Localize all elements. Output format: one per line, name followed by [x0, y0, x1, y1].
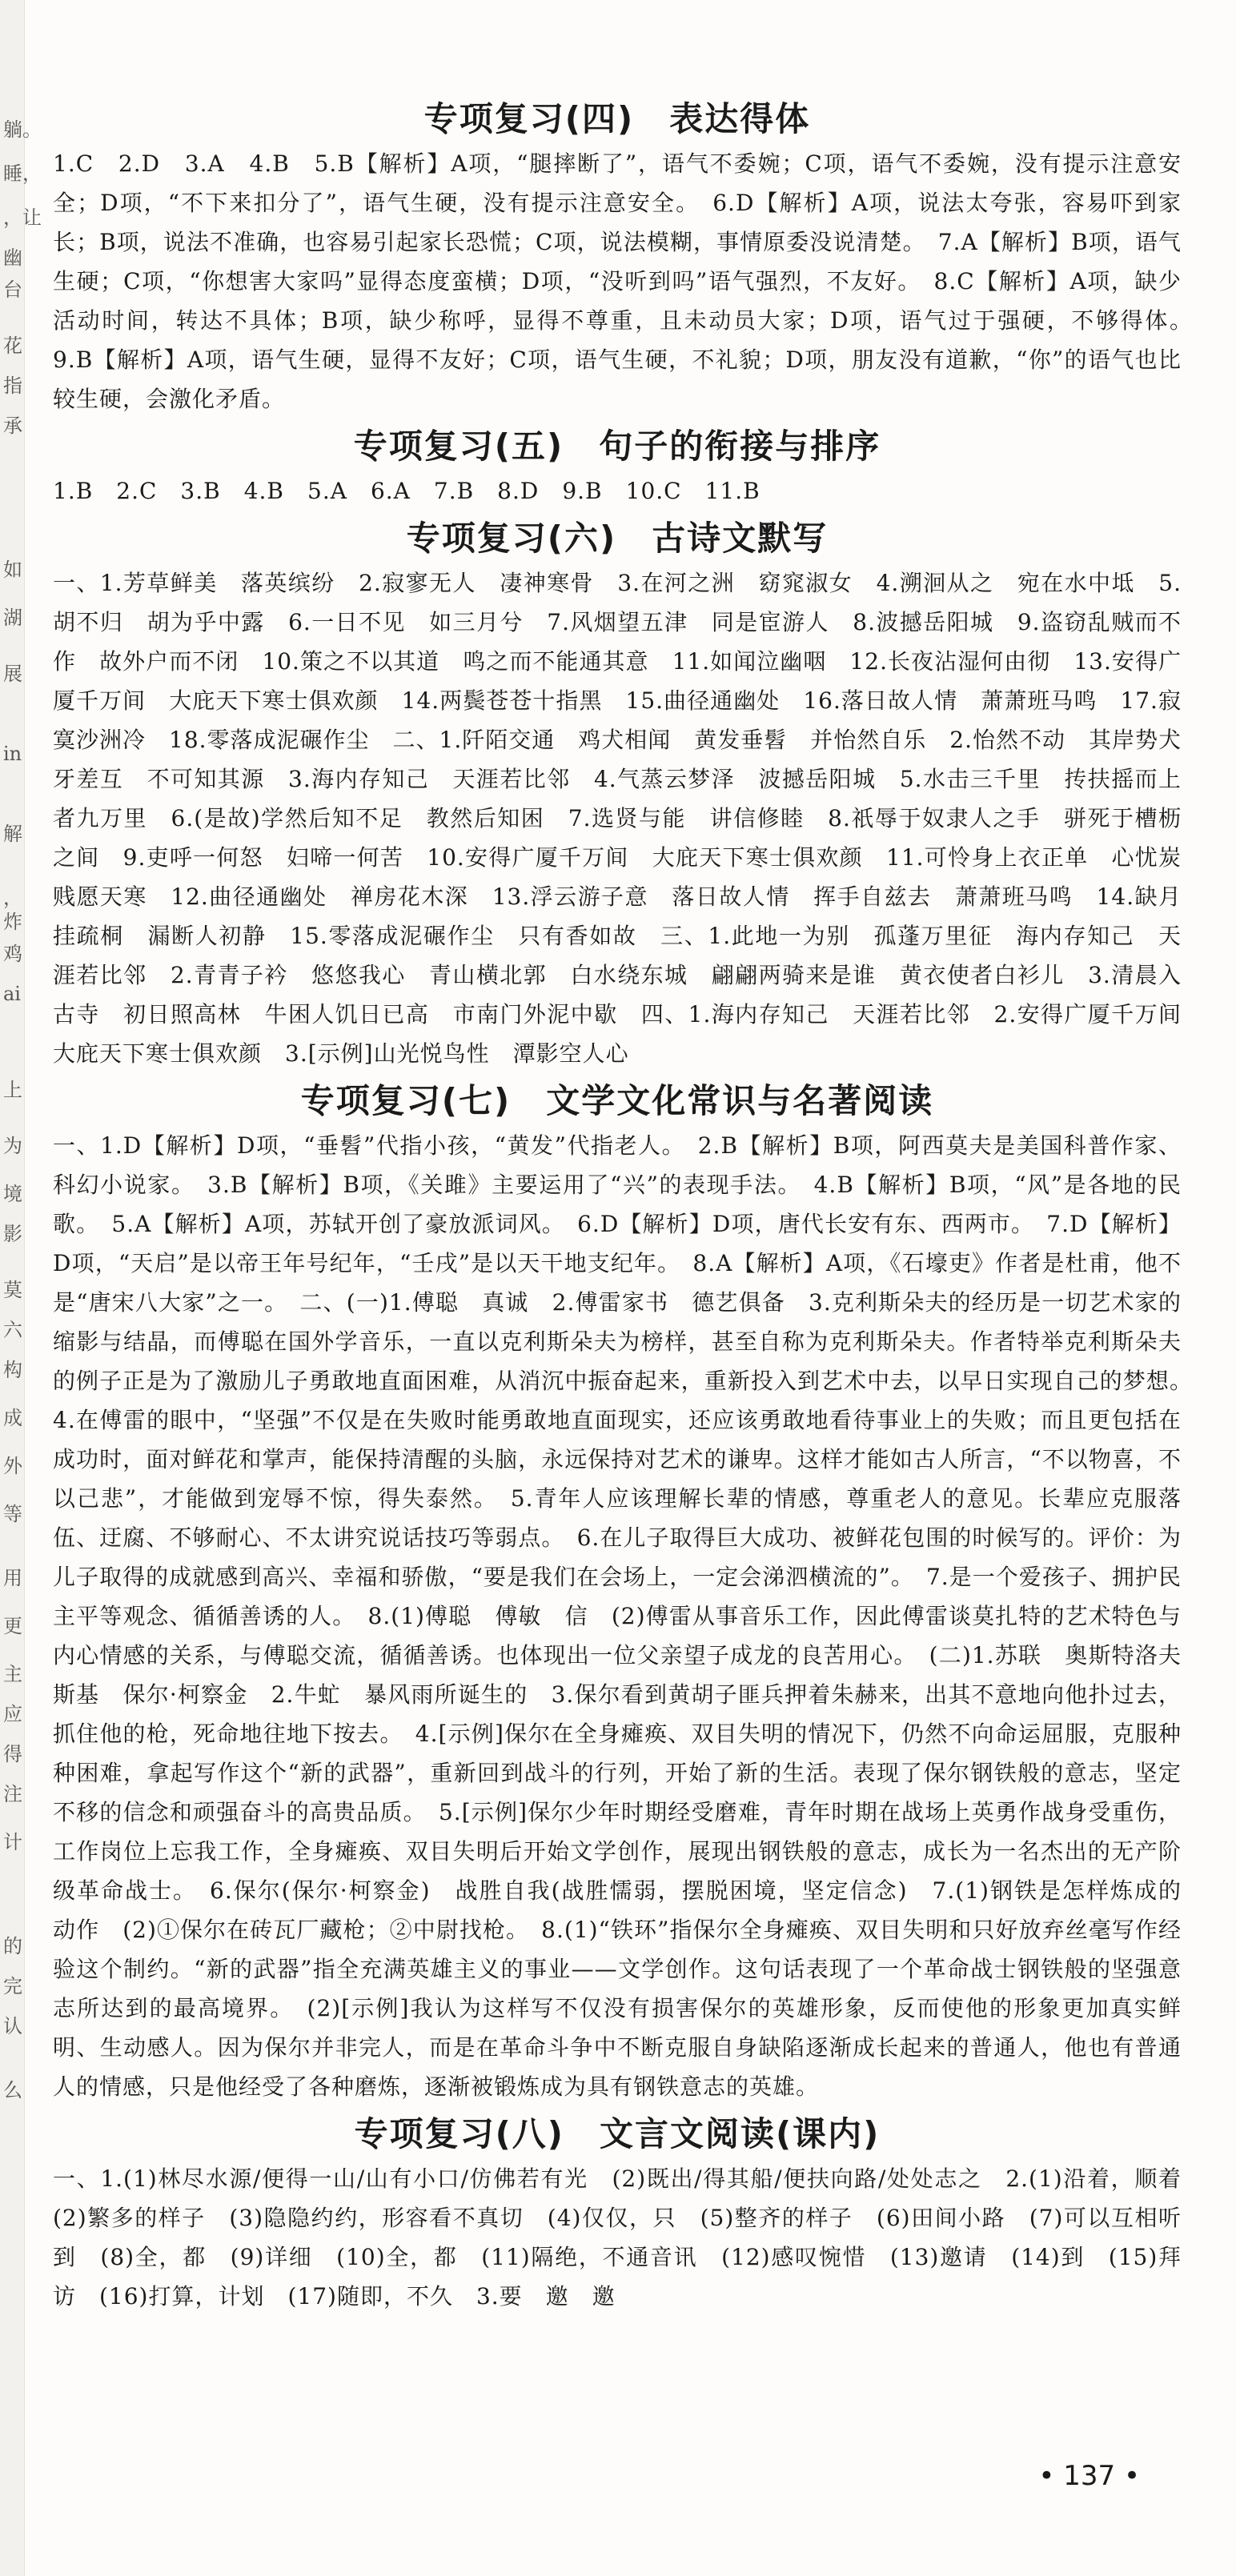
answer-page-content [53, 94, 1206, 2316]
review-section [53, 2109, 1206, 2316]
answer-paragraph: 1.B 2.C 3.B 4.B 5.A 6.A 7.B 8.D 9.B 10.C 11.B [53, 478, 760, 504]
margin-fragment: 完 [3, 1975, 22, 1997]
section-title: 专项复习(四) 表达得体 [423, 99, 811, 138]
margin-fragment: 幽 [3, 246, 22, 269]
margin-fragment: 睡， [3, 162, 42, 185]
margin-fragment: 注 [3, 1783, 22, 1805]
margin-fragment: 炸 [3, 911, 22, 933]
review-section [53, 94, 1206, 419]
margin-fragment: 主 [3, 1663, 22, 1685]
margin-fragment: 的 [3, 1935, 22, 1957]
margin-fragment: 鸡 [3, 943, 22, 965]
margin-fragment: 上 [3, 1079, 22, 1101]
margin-fragment: 等 [3, 1503, 22, 1525]
margin-fragment: 境 [3, 1183, 22, 1205]
page-number: • 137 • [1038, 2460, 1140, 2492]
section-title: 专项复习(六) 古诗文默写 [406, 519, 829, 558]
margin-fragment: 应 [3, 1703, 22, 1725]
margin-fragment: 影 [3, 1223, 22, 1245]
margin-fragment: 花 [3, 335, 22, 357]
margin-fragment: 为 [3, 1135, 22, 1157]
section-title: 专项复习(八) 文言文阅读(课内) [354, 2114, 881, 2153]
margin-fragment: 外 [3, 1455, 22, 1477]
margin-fragment: 躺。 [3, 118, 42, 141]
margin-fragment: 么 [3, 2079, 22, 2101]
margin-fragment: 指 [3, 375, 22, 397]
answer-paragraph: 一、1.D【解析】D项，“垂髫”代指小孩，“黄发”代指老人。 2.B【解析】B项，阿西莫夫是美国科普作家、科幻小说家。 3.B【解析】B项，《关雎》主要运用了“兴”的表现手法。 4.B【解析】B项，“风”是各地的民歌。 5.A【解析】A项，苏轼开创了豪放派词风。 6.D【解析】D项，唐代长安有东、西两市。 7.D【解析】D项，“天启”是以帝王年号纪年，“壬戌”是以天干地支纪年。 8.A【解析】A项，《石壕吏》作者是杜甫，他不是“唐宋八大家”之一。 二、(一)1.傅聪 真诚 2.傅雷家书 德艺俱备 3.克利斯朵夫的经历是一切艺术家的缩影与结晶，而傅聪在国外学音乐，一直以克利斯朵夫为榜样，甚至自称为克利斯朵夫。作者特举克利斯朵夫的例子正是为了激励儿子勇敢地直面困难，从消沉中振奋起来，重新投入到艺术中去，以早日实现自己的梦想。 4.在傅雷的眼中，“坚强”不仅是在失败时能勇敢地直面现实，还应该勇敢地看待事业上的失败；而且更包括在成功时，面对鲜花和掌声，能保持清醒的头脑，永远保持对艺术的谦卑。这样才能如古人所言，“不以物喜，不以己悲”，才能做到宠辱不惊，得失泰然。 5.青年人应该理解长辈的情感，尊重老人的意见。长辈应克服落伍、迂腐、不够耐心、不太讲究说话技巧等弱点。 6.在儿子取得巨大成功、被鲜花包围的时候写的。评价：为儿子取得的成就感到高兴、幸福和骄傲，“要是我们在会场上，一定会涕泗横流的”。 7.是一个爱孩子、拥护民主平等观念、循循善诱的人。 8.(1)傅聪 傅敏 信 (2)傅雷从事音乐工作，因此傅雷谈莫扎特的艺术特色与内心情感的关系，与傅聪交流，循循善诱。也体现出一位父亲望子成龙的良苦用心。 (二)1.苏联 奥斯特洛夫斯基 保尔·柯察金 2.牛虻 暴风雨所诞生的 3.保尔看到黄胡子匪兵押着朱赫来，出其不意地向他扑过去，抓住他的枪，死命地往地下按去。 4.[示例]保尔在全身瘫痪、双目失明的情况下，仍然不向命运屈服，克服种种困难，拿起写作这个“新的武器”，重新回到战斗的行列，开始了新的生活。表现了保尔钢铁般的意志，坚定不移的信念和顽强奋斗的高贵品质。 5.[示例]保尔少年时期经受磨难，青年时期在战场上英勇作战身受重伤，工作岗位上忘我工作，全身瘫痪、双目失明后开始文学创作，展现出钢铁般的意志，成长为一名杰出的无产阶级革命战士。 6.保尔(保尔·柯察金) 战胜自我(战胜懦弱，摆脱困境，坚定信念) 7.(1)钢铁是怎样炼成的 动作 (2)①保尔在砖瓦厂藏枪；②中尉找枪。 8.(1)“铁环”指保尔全身瘫痪、双目失明和只好放弃丝毫写作经验这个制约。“新的武器”指全充满英雄主义的事业——文学创作。这句话表现了一个革命战士钢铁般的坚强意志所达到的最高境界。 (2)[示例]我认为这样写不仅没有损害保尔的英雄形象，反而使他的形象更加真实鲜明、生动感人。因为保尔并非完人，而是在革命斗争中不断克服自身缺陷逐渐成长起来的普通人，他也有普通人的情感，只是他经受了各种磨炼，逐渐被锻炼成为具有钢铁意志的英雄。 [53, 1132, 1206, 2100]
margin-fragment: 用 [3, 1567, 22, 1589]
margin-fragment: 六 [3, 1319, 22, 1341]
margin-fragment: 计 [3, 1831, 22, 1853]
margin-fragment: 更 [3, 1615, 22, 1637]
margin-fragment: 构 [3, 1359, 22, 1381]
margin-fragment: 如 [3, 559, 22, 581]
answer-paragraph: 一、1.芳草鲜美 落英缤纷 2.寂寥无人 凄神寒骨 3.在河之洲 窈窕淑女 4.溯洄从之 宛在水中坻 5.胡不归 胡为乎中露 6.一日不见 如三月兮 7.风烟望五津 同是宦游人 8.波撼岳阳城 9.盗窃乱贼而不作 故外户而不闭 10.策之不以其道 鸣之而不能通其意 11.如闻泣幽咽 12.长夜沾湿何由彻 13.安得广厦千万间 大庇天下寒士俱欢颜 14.两鬓苍苍十指黑 15.曲径通幽处 16.落日故人情 萧萧班马鸣 17.寂寞沙洲冷 18.零落成泥碾作尘 二、1.阡陌交通 鸡犬相闻 黄发垂髫 并怡然自乐 2.怡然不动 其岸势犬牙差互 不可知其源 3.海内存知己 天涯若比邻 4.气蒸云梦泽 波撼岳阳城 5.水击三千里 抟扶摇而上者九万里 6.(是故)学然后知不足 教然后知困 7.选贤与能 讲信修睦 8.祇辱于奴隶人之手 骈死于槽枥之间 9.吏呼一何怒 妇啼一何苦 10.安得广厦千万间 大庇天下寒士俱欢颜 11.可怜身上衣正单 心忧炭贱愿天寒 12.曲径通幽处 禅房花木深 13.浮云游子意 落日故人情 挥手自兹去 萧萧班马鸣 14.缺月挂疏桐 漏断人初静 15.零落成泥碾作尘 只有香如故 三、1.此地一为别 孤蓬万里征 海内存知己 天涯若比邻 2.青青子衿 悠悠我心 青山横北郭 白水绕东城 翩翩两骑来是谁 黄衣使者白衫儿 3.清晨入古寺 初日照高林 牛困人饥日已高 市南门外泥中歇 四、1.海内存知己 天涯若比邻 2.安得广厦千万间 大庇天下寒士俱欢颜 3.[示例]山光悦鸟性 潭影空人心 [53, 570, 1206, 1067]
margin-fragment: ， [3, 887, 22, 909]
margin-fragment: 得 [3, 1743, 22, 1765]
review-section [53, 1076, 1206, 2106]
answer-paragraph: 一、1.(1)林尽水源/便得一山/山有小口/仿佛若有光 (2)既出/得其船/便扶向路/处处志之 2.(1)沿着，顺着 (2)繁多的样子 (3)隐隐约约，形容看不真切 (4)仅仅，只 (5)整齐的样子 (6)田间小路 (7)可以互相听到 (8)全，都 (9)详细 (10)全，都 (11)隔绝，不通音讯 (12)感叹惋惜 (13)邀请 (14)到 (15)拜访 (16)打算，计划 (17)随即，不久 3.要 邀 邀 [53, 2165, 1206, 2310]
review-section [53, 514, 1206, 1073]
margin-fragment: 台 [3, 278, 22, 301]
margin-fragment: ，让 [3, 206, 42, 229]
binding-margin [0, 0, 42, 2576]
margin-fragment: 湖 [3, 607, 22, 629]
margin-fragment: 解 [3, 823, 22, 845]
margin-fragment: 承 [3, 415, 22, 437]
margin-fragment: 莫 [3, 1279, 22, 1301]
margin-fragment: 认 [3, 2015, 22, 2037]
margin-fragment: 展 [3, 663, 22, 685]
margin-fragment: 成 [3, 1407, 22, 1429]
margin-fragment: ai [3, 983, 21, 1005]
section-title: 专项复习(五) 句子的衔接与排序 [353, 427, 881, 466]
review-section [53, 422, 1182, 511]
section-title: 专项复习(七) 文学文化常识与名著阅读 [300, 1081, 934, 1120]
margin-fragment: in [3, 743, 22, 765]
answer-paragraph: 1.C 2.D 3.A 4.B 5.B【解析】A项，“腿摔断了”，语气不委婉；C项，语气不委婉，没有提示注意安全；D项，“不下来扣分了”，语气生硬，没有提示注意安全。 6.D【解析】A项，说法太夸张，容易吓到家长；B项，说法不准确，也容易引起家长恐慌；C项，说法模糊，事情原委没说清楚。 7.A【解析】B项，语气生硬；C项，“你想害大家吗”显得态度蛮横；D项，“没听到吗”语气强烈，不友好。 8.C【解析】A项，缺少活动时间，转达不具体；B项，缺少称呼，显得不尊重，且未动员大家；D项，语气过于强硬，不够得体。 9.B【解析】A项，语气生硬，显得不友好；C项，语气生硬，不礼貌；D项，朋友没有道歉，“你”的语气也比较生硬，会激化矛盾。 [53, 150, 1206, 412]
